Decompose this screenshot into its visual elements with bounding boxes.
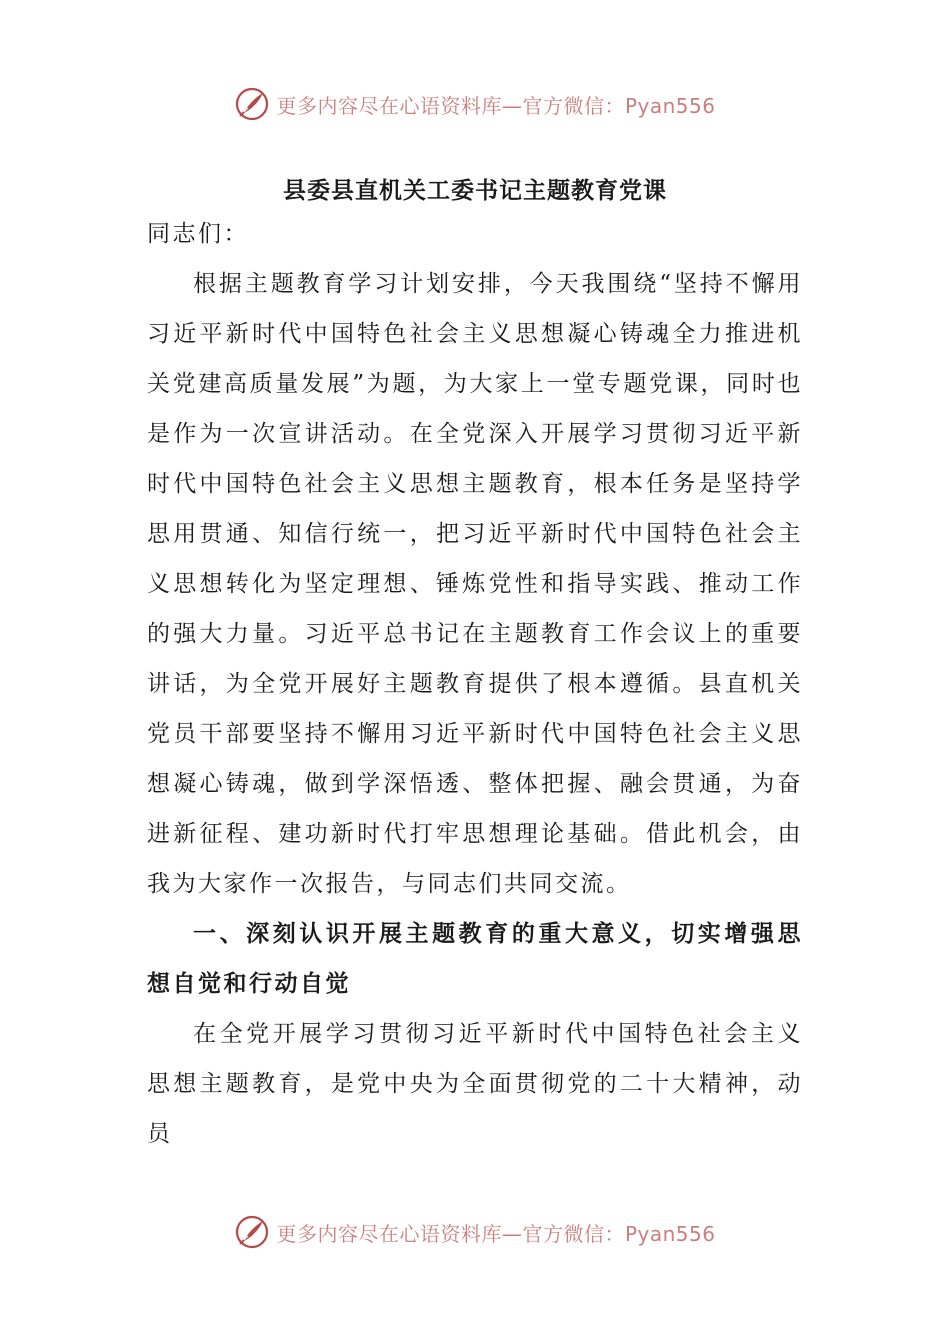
watermark-text: 更多内容尽在心语资料库—官方微信：Pyan556 — [276, 93, 716, 118]
document-title: 县委县直机关工委书记主题教育党课 — [283, 177, 667, 204]
header-watermark-banner — [0, 82, 950, 126]
watermark-text: 更多内容尽在心语资料库—官方微信：Pyan556 — [276, 1221, 716, 1246]
intro-paragraph: 根据主题教育学习计划安排，今天我围绕“坚持不懈用习近平新时代中国特色社会主义思想凝心铸魂全力推进机关党建高质量发展”为题，为大家上一堂专题党课，同时也是作为一次宣讲活动。在全党深入开展学习贯彻习近平新时代中国特色社会主义思想主题教育，根本任务是坚持学思用贯通、知信行统一，把习近平新时代中国特色社会主义思想转化为坚定理想、锤炼党性和指导实践、推动工作的强大力量。习近平总书记在主题教育工作会议上的重要讲话，为全党开展好主题教育提供了根本遵循。县直机关党员干部要坚持不懈用习近平新时代中国特色社会主义思想凝心铸魂，做到学深悟透、整体把握、融会贯通，为奋进新征程、建功新时代打牢思想理论基础。借此机会，由我为大家作一次报告，与同志们共同交流。 — [147, 271, 803, 897]
salutation: 同志们： — [147, 221, 249, 247]
section-heading: 一、深刻认识开展主题教育的重大意义，切实增强思想自觉和行动自觉 — [147, 920, 803, 997]
footer-watermark-banner — [0, 1210, 950, 1254]
section-paragraph: 在全党开展学习贯彻习近平新时代中国特色社会主义思想主题教育，是党中央为全面贯彻党的二十大精神，动员 — [147, 1021, 803, 1147]
quill-pen-logo-icon — [234, 1214, 270, 1250]
document-body — [147, 209, 803, 1159]
quill-pen-logo-icon — [234, 86, 270, 122]
